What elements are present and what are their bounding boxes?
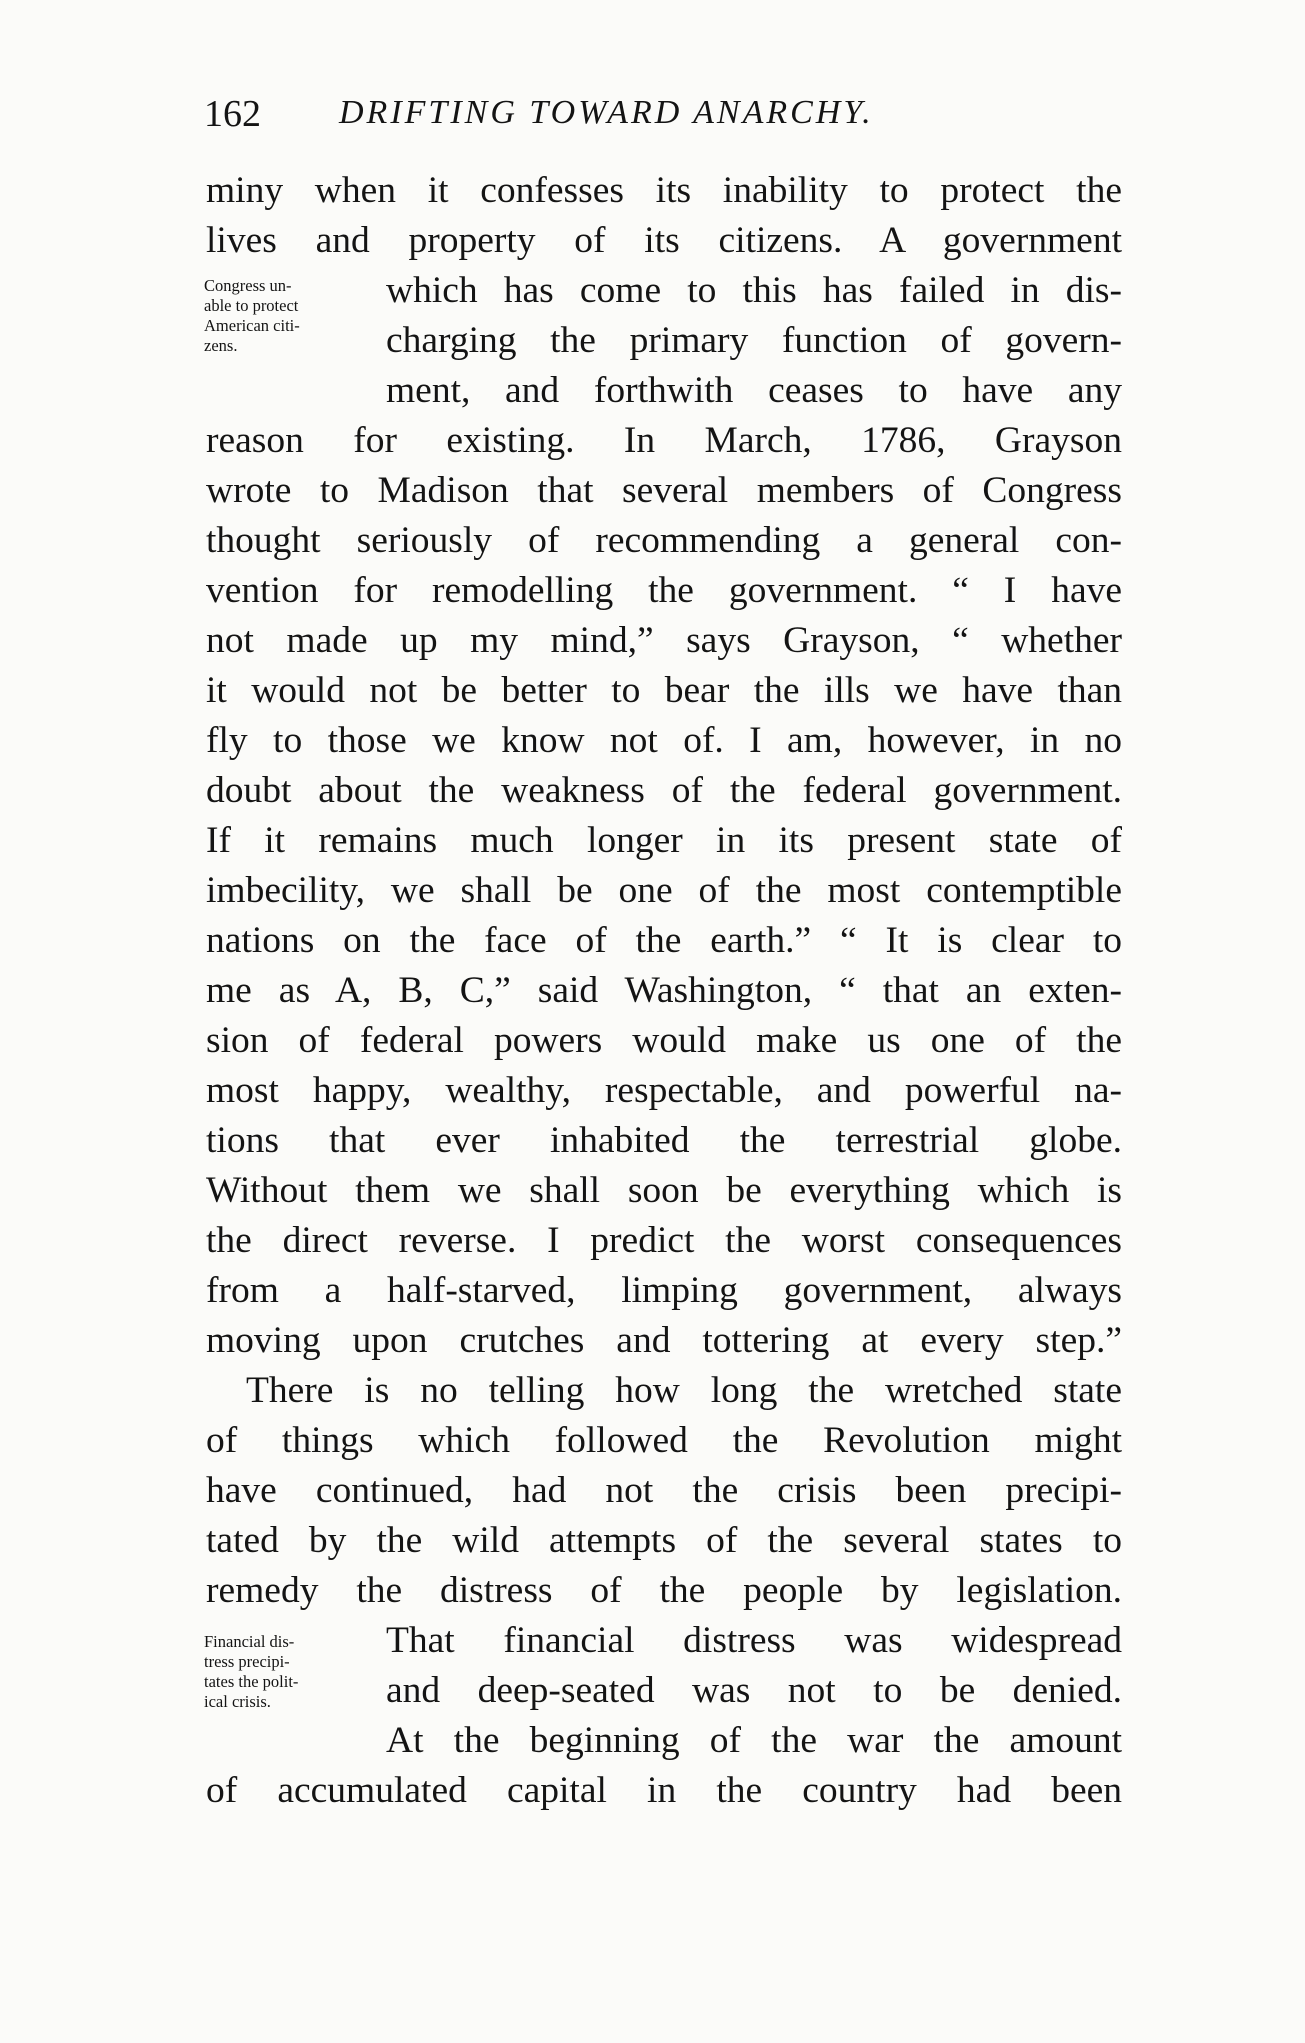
running-title: DRIFTING TOWARD ANARCHY. [339,94,874,131]
text-line: doubt about the weakness of the federal government. [206,770,1122,811]
text-line: tated by the wild attempts of the several states to [206,1520,1122,1561]
sidenote-line: tates the polit- [204,1672,299,1691]
text-line: nations on the face of the earth.” “ It is clear to [206,920,1122,961]
page-number: 162 [204,93,261,135]
text-line: At the beginning of the war the amount [386,1720,1122,1761]
text-line: and deep-seated was not to be denied. [386,1670,1122,1711]
text-line: vention for remodelling the government. “ I have [206,570,1122,611]
text-line: If it remains much longer in its present state of [206,820,1122,861]
sidenote-financial [204,1632,376,1712]
text-line: from a half-starved, limping government, always [206,1270,1122,1311]
text-line: miny when it confesses its inability to protect the [206,170,1122,211]
sidenote-congress [204,276,376,356]
text-line: That financial distress was widespread [386,1620,1122,1661]
sidenote-line: tress precipi- [204,1652,290,1671]
text-line: sion of federal powers would make us one of the [206,1020,1122,1061]
text-line: which has come to this has failed in dis- [386,270,1122,311]
paragraph-first-line: There is no telling how long the wretched state [246,1370,1122,1411]
text-line: tions that ever inhabited the terrestrial globe. [206,1120,1122,1161]
sidenote-line: American citi- [204,316,300,335]
text-line: fly to those we know not of. I am, however, in no [206,720,1122,761]
text-line: of things which followed the Revolution might [206,1420,1122,1461]
text-line: the direct reverse. I predict the worst consequences [206,1220,1122,1261]
sidenote-line: Financial dis- [204,1632,295,1651]
sidenote-line: able to protect [204,296,299,315]
sidenote-line: Congress un- [204,276,292,295]
text-line: wrote to Madison that several members of Congress [206,470,1122,511]
text-line: thought seriously of recommending a general con- [206,520,1122,561]
text-line: not made up my mind,” says Grayson, “ whether [206,620,1122,661]
sidenote-line: zens. [204,336,238,355]
text-line: reason for existing. In March, 1786, Grayson [206,420,1122,461]
text-line: it would not be better to bear the ills we have than [206,670,1122,711]
text-line: remedy the distress of the people by legislation. [206,1570,1122,1611]
sidenote-line: ical crisis. [204,1692,271,1711]
text-line: have continued, had not the crisis been precipi- [206,1470,1122,1511]
text-line: me as A, B, C,” said Washington, “ that an exten- [206,970,1122,1011]
text-line: ment, and forthwith ceases to have any [386,370,1122,411]
text-line: of accumulated capital in the country had been [206,1770,1122,1811]
text-line: lives and property of its citizens. A government [206,220,1122,261]
text-line: most happy, wealthy, respectable, and powerful na- [206,1070,1122,1111]
text-line: imbecility, we shall be one of the most contemptible [206,870,1122,911]
text-line: charging the primary function of govern- [386,320,1122,361]
page-header [204,92,1124,142]
text-line: Without them we shall soon be everything which is [206,1170,1122,1211]
text-line: moving upon crutches and tottering at every step.” [206,1320,1122,1361]
